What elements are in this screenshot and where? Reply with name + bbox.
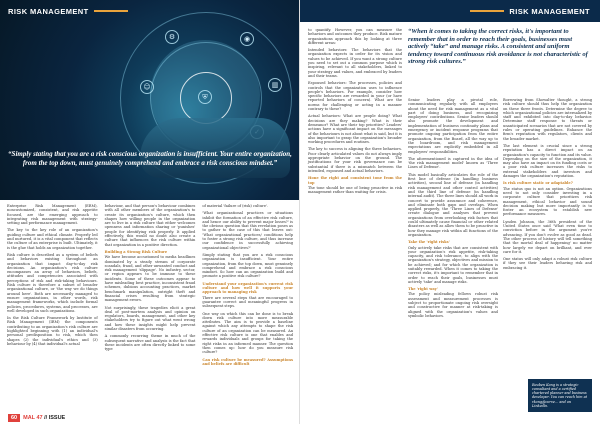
paragraph: Enterprise Risk Management (ERM), noncustomized, consistent, and risk appetite focused, are the emerging approach to integrating risk management with strategy-setting and performance management.: [7, 204, 98, 226]
paragraph: Risk culture is described as a system of beliefs and behaviors existing throughout an organization that impact day-to-day risk decisions. An organization's risk culture encompasses an array of behaviors, beliefs, attitudes and competencies associated with perceptions of risk and risk-taking behaviours. Risk culture is therefore a subset of broader organizational culture, or 'the way we do things around here'. Both are necessarily managed to ensure organizations, in other words, risk management frameworks, which include formal policies, procedures, systems, and processes, are well developed in such organizations.: [7, 252, 98, 313]
magazine-name: MAL 47: [23, 415, 43, 421]
section-header-left: RISK MANAGEMENT: [8, 6, 128, 16]
paragraph: behaviour, and that person's behaviour combines with all other members of the organization's to create its organization's culture, which then shapes how willing people in the organization are to live in a risk culture that either welcomes openness and information sharing or 'punishes' people for identifying risk properly. It applied effectively, this would no doubt also create a culture that influences the risk culture within that organization in a positive direction.: [104, 204, 196, 247]
shield-icon: ⛨: [198, 90, 212, 104]
paragraph: One way on which this can be done is to break down risk culture into more measurable attributes. The aim is to provide a baseline against which any attempts to shape the risk culture of an organization can be measured. An effective risk culture is one that enables and rewards individuals and groups for taking the right risks in an informed manner. The question then comes up: how do you measure risk culture?: [202, 311, 294, 355]
paragraph: One status will only adapt a robust risk culture if they see their leaders behaving risk and embracing it.: [503, 257, 592, 270]
paragraph: to quantify. However, you can measure the behaviors and outcomes they produce. Risk mature organizations approach this by looking at three different areas:: [308, 28, 402, 45]
left-column-1: [7, 204, 98, 412]
chart-icon: ▥: [268, 78, 282, 92]
pull-quote-block: [408, 28, 592, 71]
paragraph: Espoused behaviors: The processes, policies and controls that the organization uses to influence people's behaviors. For example, consider how specific behaviors are rewarded in your (or have reported behaviors of concern). What are the norms for challenging or acting in a manner contrary to these?: [308, 81, 402, 112]
paragraph: In the Risk Culture Framework by Institute of Risk Management (IRM) the components contributing to an organization's risk culture are highlighted beginning with (1) an individual's personal predisposition to risk, which then shapes (2) the individual's ethics and (3) behaviour by (4) that individual's actual: [7, 316, 98, 346]
paragraph: Borrowing from Showalter thought, a strong risk culture should thus help the organization on these three fronts. Determine the degree to which organizational policies are internalized by staff and exhibited into day-to-day behavior. Determine staff response to threats or unanticipated scenarios that are not covered by rules or operating guidelines. Enhance the firm's reputation with regulators, clients and the broader market.: [503, 98, 592, 141]
subheading: Can risk culture be measured? Assumptions and beliefs are difficult: [202, 357, 294, 366]
paragraph: This model basically articulates the role of the first line of defense (in handling business activities), second line of defense (in handling risk management and other control activities) and the third line of defense (in handling internal audit). The three lines should all work in concert to provide assurance and coherence, and eliminate both gaps and overlaps. When applied properly, the 'Three Lines of Defense' create dialogue and analyses that prevent organizations from overlooking risk factors that could ultimately cause financial or other related disasters as well as allow them to be proactive in how they manage risk within all functions of the organization.: [408, 172, 498, 237]
author-bio: Reuben Kong is a strategic consultant and a certified chartered planner and business developer. You can reach him at rkong@cerve… and on LinkedIn.: [532, 382, 587, 408]
left-column-2: [105, 204, 196, 412]
hero-quote: “Simply stating that you are a risk conscious organization is insufficient. Your entire organization, from the top down, must genuinely comprehend and embrace a risk conscious mindset.”: [8, 150, 292, 167]
paragraph: The last element is crucial since a strong reputation has a direct impact on an organization's capacity to function and its value. Depending on the size of the organization, it may also have an impact on its funding costs or a poor risk culture increases the risks to external stakeholders and investors and damages the organization's reputation.: [503, 143, 592, 179]
subheading: Building a Strong Risk Culture: [104, 249, 168, 254]
pull-quote: “When it comes to taking the correct risks, it's important to remember that in order to reach their goals, businesses must actively “take” and manage risks. A consistent and uniform tendency toward continuous risk avoidance is not characteristic of strong risk cultures.”: [408, 28, 588, 66]
paragraph: Senior leaders play a pivotal role, communicating regularly with all employees about the need for risk management as a vital part of doing business, and recognizing employees' contributions. Senior leaders should also promote the development and implementation of business continuity plans and emergency or incident response programs that promote ongoing participation from the entire organization, from the Board, all the way up to the boardroom, and risk management expectations are explicitly embedded in all employees' responsibilities.: [408, 98, 498, 154]
author-bio-box: [528, 379, 592, 412]
subheading: Is risk culture static or adaptable?: [503, 181, 573, 186]
paragraph: Actual behaviors: What are people doing? What decisions are they making? What is their demeanor? What are their top priorities? Leaders' actions have a significant impact on the messages of the behaviours is not about what is said, but it is also important to grasp the organization's broader working procedures and routines.: [308, 114, 402, 145]
paragraph: The policy misleading fellows robust risk assessment and measurement processes is subject to proportionate ongoing risk oversight and constructive for manner at risk-taking is aligned with the organization's values and symbolic behaviors.: [408, 292, 498, 318]
footer-left: [8, 415, 65, 421]
paragraph: Not surprisingly, these tragedies elicit a great deal of post-mortem analysis and opinion on regulators, boards, management, and other key stakeholders try to figure out what went wrong and how these insights might help prevent similar disasters from occurring.: [104, 305, 196, 332]
left-column-3: [202, 204, 293, 412]
paragraph: The status quo is not an option. Organizations need to not only consider investing in a corporate culture that prioritizes risk management, ethical behavior and sound decision making but more importantly is to foster an ecosystem to establish new performance measures.: [503, 186, 592, 217]
right-column-2: [408, 98, 498, 412]
right-column-1: [308, 28, 402, 412]
paragraph: The aforementioned is captured in the idea of 'the risk management model' known as 'Three Lines of Defense'.: [408, 156, 498, 170]
issue-label: // ISSUE: [44, 415, 66, 421]
paragraph: of material 'failure of (risk) culture'.: [202, 204, 269, 208]
left-body: [7, 204, 293, 412]
gear-icon: ⚙: [165, 30, 179, 44]
paragraph: There are several steps that are encouraged to guarantee correct and meaningful progress in subsequent steps.: [202, 295, 294, 309]
paragraph: The tone should be one of being proactive in risk management rather than waiting for crisis.: [308, 185, 402, 195]
subheading: Hone the right and consistent tone from the top: [308, 176, 402, 185]
paragraph: We have become accustomed to media headlines dominated by a steady stream of corporate scandals, fraud, and other unwanted conduct and risk management 'slippage'. No industry, sector, or region appears to be immune to these incidents. Some of these outcomes appear to have misleading best practice, inconsistent fraud schemes, dubious accounting practices, market benchmark manipulation, outright theft and financial crises resulting from strategic management errors.: [104, 255, 196, 303]
paragraph: Lynden Johnson, the 36th president of the United States once said 'What even time to conviction before in the argument you're advancing. If you don't evolve as good as dead. The other process of history will tell something that the mortal deal of happening' no matter how largely we depart on brilliant, and ever care for it.: [503, 219, 592, 254]
user-icon: ☺: [140, 80, 154, 94]
hero-image: [0, 0, 300, 200]
paragraph: The key to success is aligning the three behaviors. Poor clearly articulated values do not always imply appropriate behavior on the ground. The justifications for your risk governance can be substantial if there is a mismatch between the intended, espoused and actual behaviors.: [308, 147, 402, 173]
paragraph: The key to the key role of an organization's guiding culture and ethical climate. Properly led and nurtured, it is a vital component that reflects the culture of an enterprise is built. Ultimately, it is the glue that holds an organization together.: [7, 228, 98, 250]
right-column-3: [503, 98, 592, 362]
hero-hand: [140, 118, 290, 178]
paragraph: Only actively take risks that are consistent with your organization's risk appetite, risk-taking capacity, and risk tolerance, to align with the organization's strategy, objectives and mission to be achieved; and for which the organization is suitably rewarded. When it comes to taking the correct risks, it's important to remember that in order to reach their goals, businesses must actively 'take' and manage risks.: [408, 245, 498, 284]
section-header-right: RISK MANAGEMENT: [470, 6, 590, 16]
lock-icon: ◉: [240, 32, 254, 46]
right-page: [300, 0, 600, 424]
paragraph: 'What organizational practices or situations inhibit the formation of an effective risk culture, and hence our ability to prevent major losses?' is the obvious question that this revelation poses as to gather to the case of this that leaves out: 'What organizational practices/ conditions help to foster a strong risk culture, and thus increase our confidence in successfully achieving organizational objectives?': [202, 211, 294, 250]
subheading: Take the 'right risks': [408, 240, 450, 245]
subheading: Understand your organization's current risk culture and how well it supports your approach to managing risk: [202, 281, 294, 295]
paragraph: Simply stating that you are a risk conscious organization is insufficient. Your entire organization, from the top down, must genuinely comprehend and embrace a risk conscious mindset. So how can an organization build and promote a positive risk culture?: [202, 252, 294, 279]
paragraph: A commonly recurring theme in much of the subsequent narrative and analysis is the fact that these incidents are often directly linked to some type: [104, 334, 196, 352]
paragraph: Intended behaviors: The behaviors that the organization expects in order for its vision and values to be achieved. If you want a strong culture you need to set out a common purpose which is inspiring, relevant to all stakeholders, linked to your strategy and values, and embraced by leaders and their teams.: [308, 48, 402, 78]
page-number: 60: [8, 414, 20, 422]
subheading: The 'right way': [408, 287, 438, 292]
